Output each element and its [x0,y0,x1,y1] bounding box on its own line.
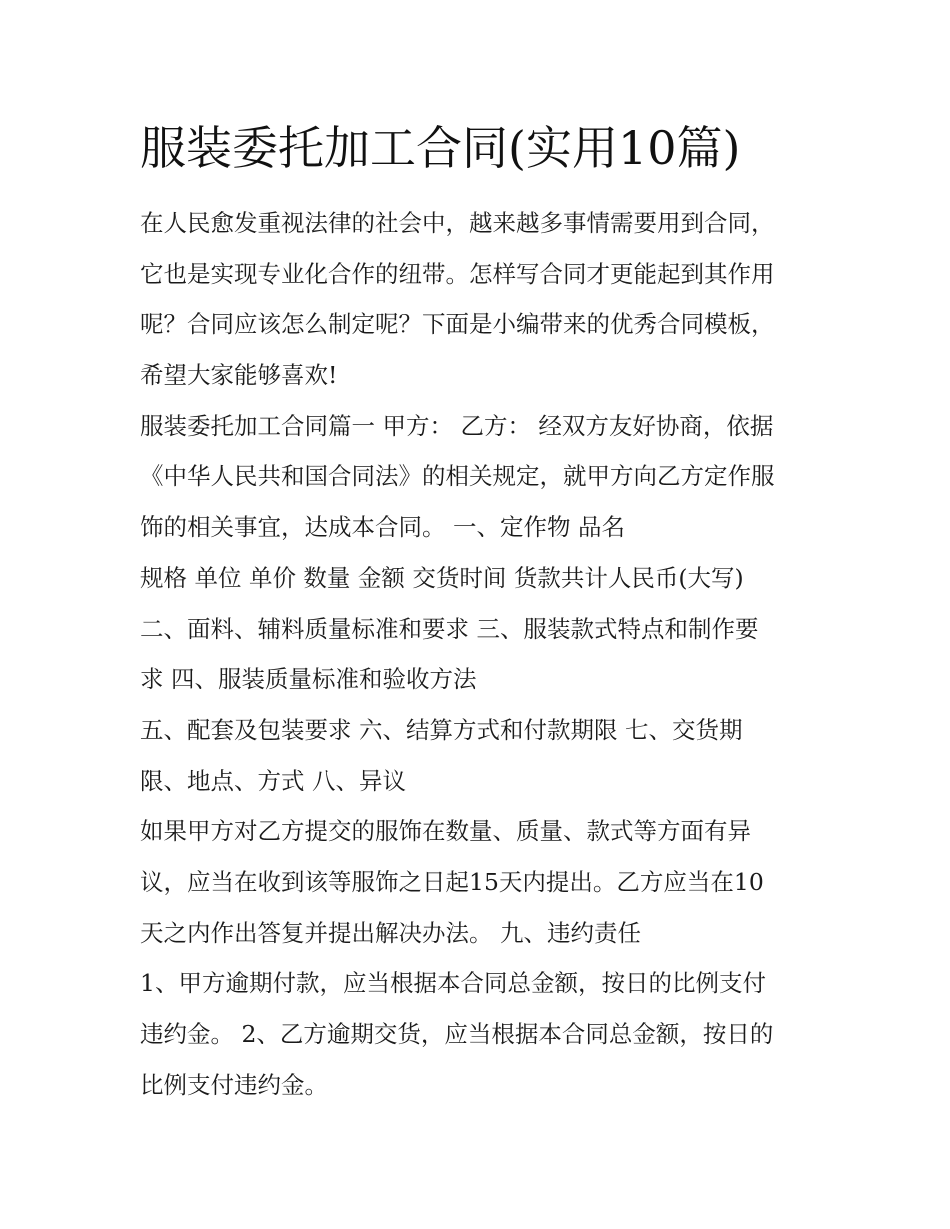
body-line: 议，应当在收到该等服饰之日起15天内提出。乙方应当在10 [140,867,764,896]
body-line: 希望大家能够喜欢! [140,361,338,390]
body-line: 违约金。 2、乙方逾期交货，应当根据本合同总金额，按日的 [140,1020,774,1048]
body-line: 呢？合同应该怎么制定呢？下面是小编带来的优秀合同模板， [140,310,775,339]
body-line: 规格 单位 单价 数量 金额 交货时间 货款共计人民币(大写) [140,563,744,592]
body-line: 《中华人民共和国合同法》的相关规定，就甲方向乙方定作服 [140,462,775,491]
body-line: 求 四、服装质量标准和验收方法 [140,665,477,694]
body-line: 限、地点、方式 八、异议 [140,766,406,795]
body-line: 它也是实现专业化合作的纽带。怎样写合同才更能起到其作用 [140,259,775,288]
document-title: 服装委托加工合同(实用10篇) [140,121,741,175]
document-body [140,198,820,1110]
body-line: 天之内作出答复并提出解决办法。 九、违约责任 [140,918,641,947]
body-line: 如果甲方对乙方提交的服饰在数量、质量、款式等方面有异 [140,817,751,846]
body-line: 饰的相关事宜，达成本合同。 一、定作物 品名 [140,513,625,542]
body-line: 五、配套及包装要求 六、结算方式和付款期限 七、交货期 [140,715,743,744]
body-line: 1、甲方逾期付款，应当根据本合同总金额，按日的比例支付 [140,969,766,998]
body-line: 服装委托加工合同篇一 甲方： 乙方： 经双方友好协商，依据 [140,411,774,440]
body-line: 二、面料、辅料质量标准和要求 三、服装款式特点和制作要 [140,614,759,643]
body-line: 比例支付违约金。 [140,1070,328,1099]
body-line: 在人民愈发重视法律的社会中，越来越多事情需要用到合同， [140,209,775,237]
